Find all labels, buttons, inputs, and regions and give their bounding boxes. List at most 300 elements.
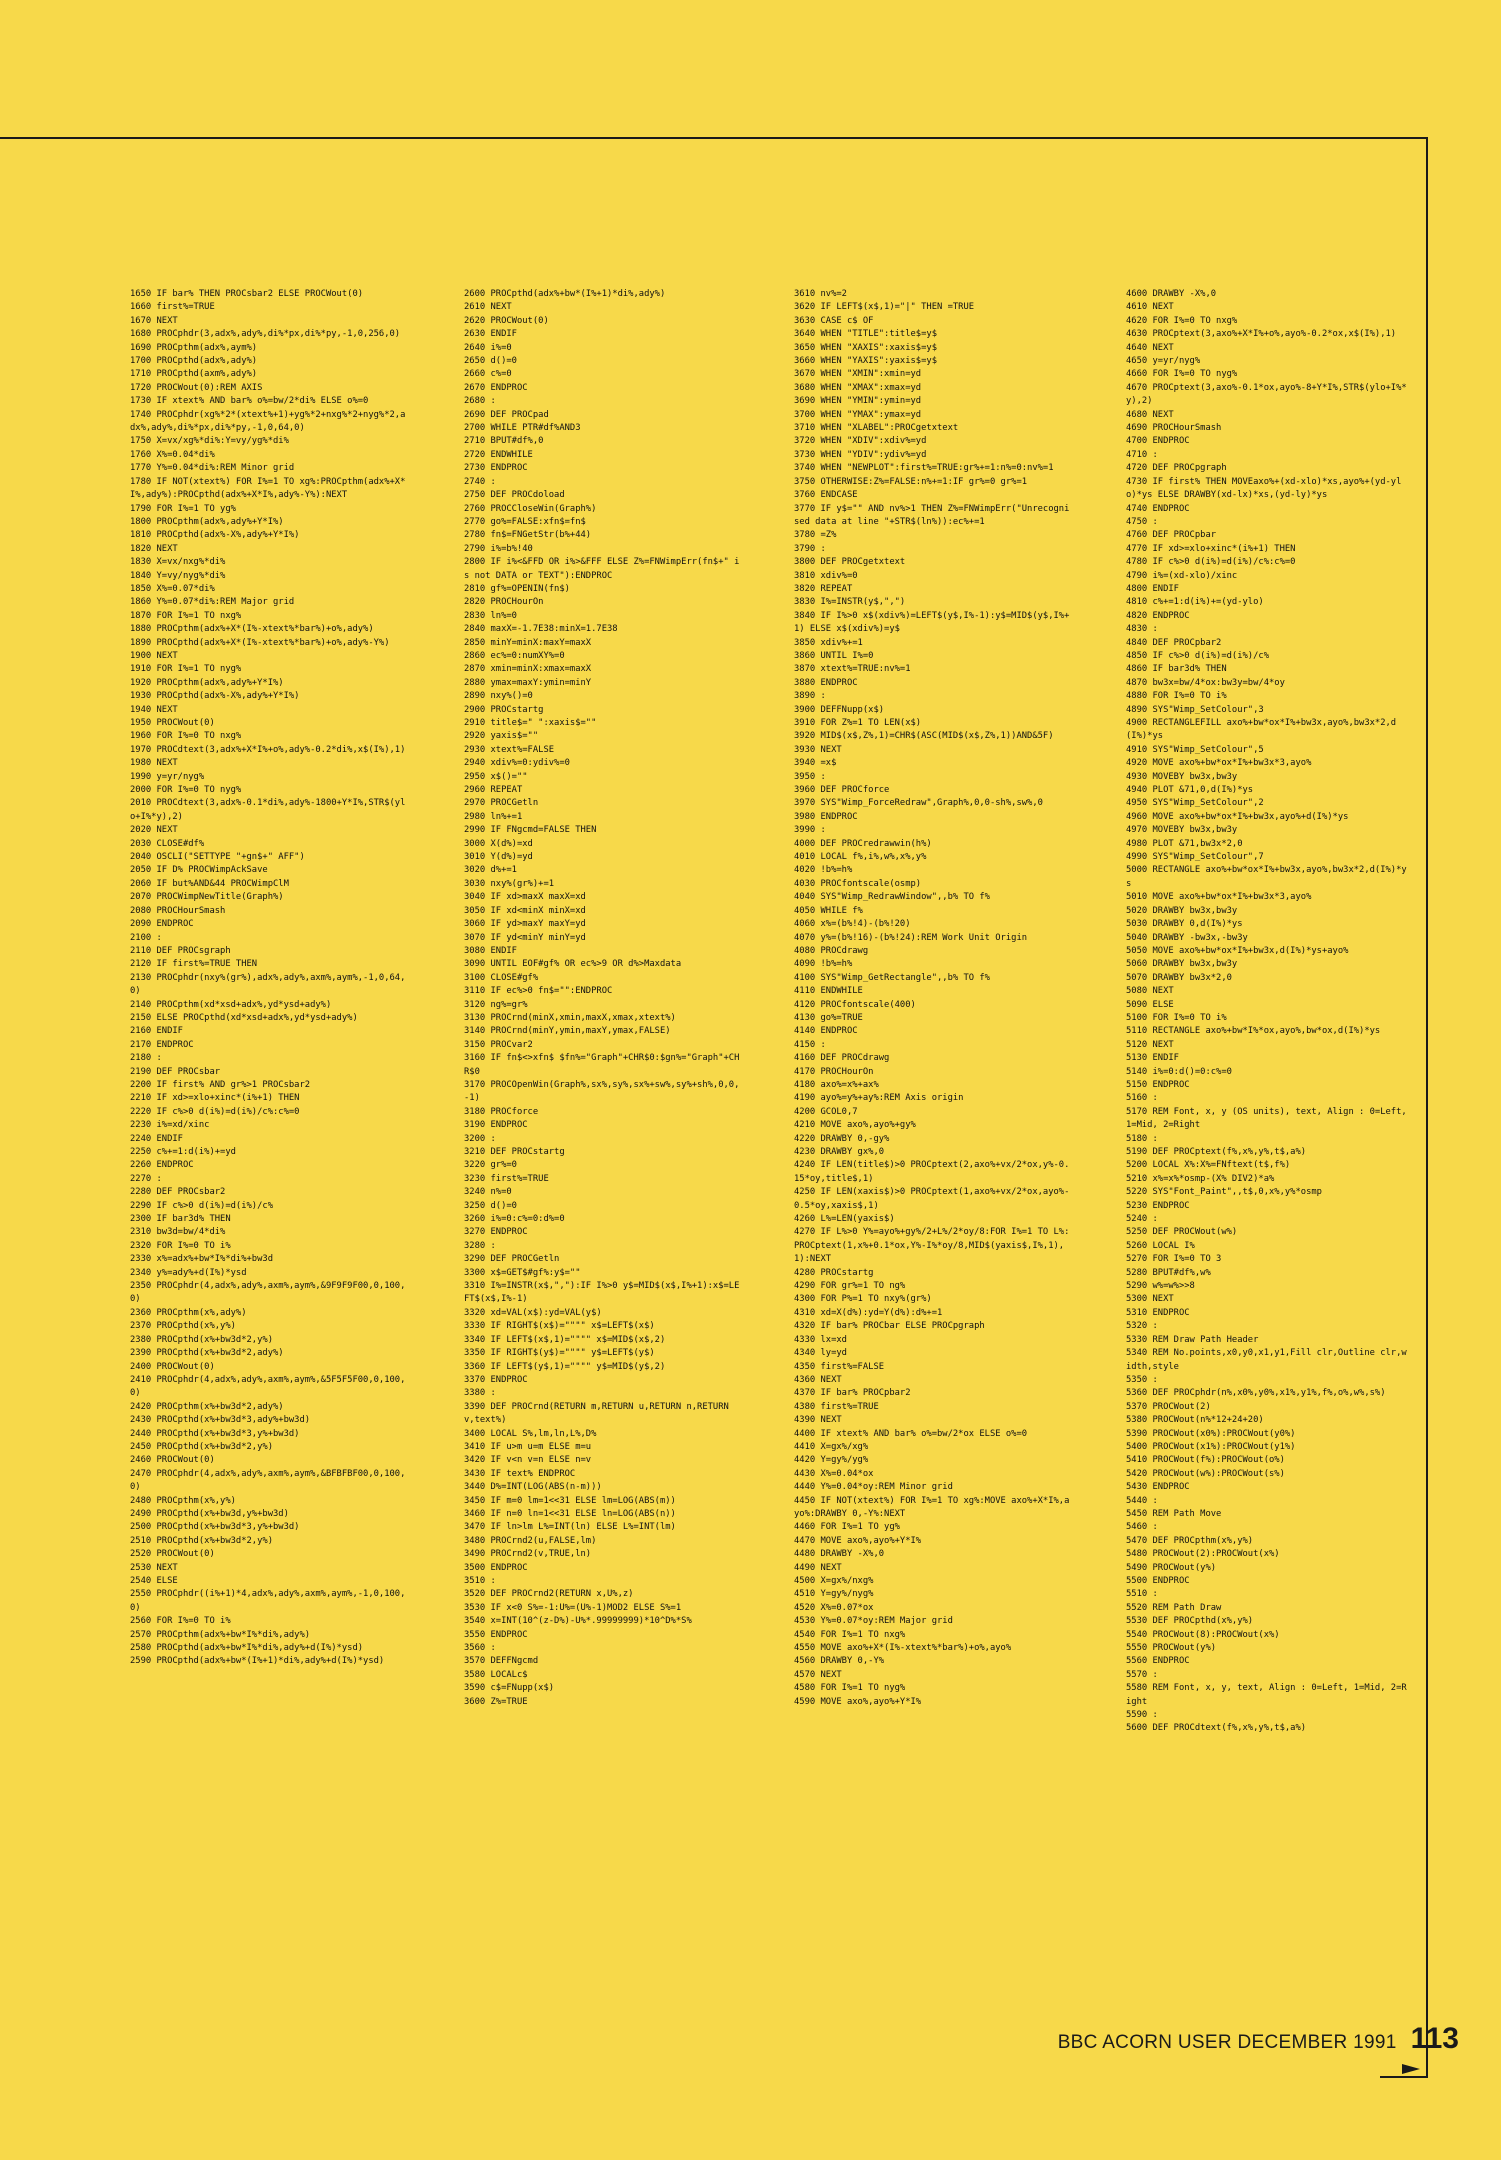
code-line: 3290 DEF PROCGetln	[464, 1254, 560, 1265]
code-line: 4060 x%=(b%!4)-(b%!20)	[794, 919, 911, 930]
code-line: 2150 ELSE PROCpthd(xd*xsd+adx%,yd*ysd+ady%)	[130, 1012, 358, 1023]
code-line: 3990 :	[794, 825, 826, 836]
code-line: 2030 CLOSE#df%	[130, 838, 205, 849]
code-line: 4200 GCOL0,7	[794, 1106, 858, 1117]
code-line: 5310 ENDPROC	[1126, 1307, 1190, 1318]
code-line: 2330 x%=adx%+bw*I%*di%+bw3d	[130, 1254, 273, 1265]
code-line: 4500 X=gx%/nxg%	[794, 1576, 874, 1586]
code-line: 1670 NEXT	[130, 315, 178, 326]
code-line: 3410 IF u>m u=m ELSE m=u	[464, 1441, 592, 1452]
code-line: 3520 DEF PROCrnd2(RETURN x,U%,z)	[464, 1589, 634, 1600]
code-line: 4210 MOVE axo%,ayo%+gy%	[794, 1120, 916, 1131]
code-line: 2240 ENDIF	[130, 1133, 183, 1144]
code-line: 3890 :	[794, 691, 826, 702]
code-line: 4690 PROCHourSmash	[1126, 423, 1222, 434]
code-line: 3090 UNTIL EOF#gf% OR ec%>9 OR d%>Maxdata	[464, 959, 682, 970]
code-line: 4100 SYS"Wimp_GetRectangle",,b% TO f%	[794, 972, 990, 983]
code-line: 4340 ly=yd	[794, 1348, 847, 1359]
code-line: 5150 ENDPROC	[1126, 1079, 1190, 1090]
code-line: 3840 IF I%>0 x$(xdiv%)=LEFT$(y$,I%-1):y$=MID$(y$,I%+1) ELSE x$(xdiv%)=y$	[794, 610, 1070, 635]
code-line: 3130 PROCrnd(minX,xmin,maxX,xmax,xtext%)	[464, 1012, 676, 1023]
code-line: 3010 Y(d%)=yd	[464, 852, 533, 863]
code-line: 4120 PROCfontscale(400)	[794, 999, 916, 1010]
code-line: 3430 IF text% ENDPROC	[464, 1468, 576, 1479]
code-line: 4270 IF L%>0 Y%=ayo%+gy%/2+L%/2*oy/8:FOR I%=1 TO L%:PROCptext(1,x%+0.1*ox,Y%-I%*oy/8,MID$(yaxis$,I%,1),1):NEXT	[794, 1227, 1070, 1265]
code-line: 5550 PROCWout(y%)	[1126, 1643, 1217, 1654]
code-line: 3920 MID$(x$,Z%,1)=CHR$(ASC(MID$(x$,Z%,1))AND&5F)	[794, 731, 1054, 742]
code-line: 1880 PROCpthm(adx%+X*(I%-xtext%*bar%)+o%,ady%)	[130, 624, 374, 635]
code-line: 4930 MOVEBY bw3x,bw3y	[1126, 771, 1238, 782]
code-line: 3110 IF ec%>0 fn$="":ENDPROC	[464, 986, 613, 997]
code-line: 1990 y=yr/nyg%	[130, 771, 205, 782]
code-line: 4310 xd=X(d%):yd=Y(d%):d%+=1	[794, 1307, 943, 1318]
code-line: 4520 X%=0.07*ox	[794, 1602, 874, 1613]
code-line: 5590 :	[1126, 1710, 1158, 1721]
code-line: 3530 IF x<0 S%=-1:U%=(U%-1)MOD2 ELSE S%=1	[464, 1602, 682, 1613]
code-line: 5330 REM Draw Path Header	[1126, 1334, 1259, 1345]
code-line: 4650 y=yr/nyg%	[1126, 356, 1201, 367]
code-line: 1820 NEXT	[130, 543, 178, 554]
code-line: 1660 first%=TRUE	[130, 302, 215, 313]
code-line: 2200 IF first% AND gr%>1 PROCsbar2	[130, 1079, 311, 1090]
code-line: 2520 PROCWout(0)	[130, 1549, 215, 1560]
code-line: 3620 IF LEFT$(x$,1)="|" THEN =TRUE	[794, 302, 975, 313]
code-line: 2170 ENDPROC	[130, 1039, 194, 1050]
code-line: 4160 DEF PROCdrawg	[794, 1053, 890, 1064]
code-line: 3880 ENDPROC	[794, 677, 858, 688]
code-line: 3460 IF n=0 ln=1<<31 ELSE ln=LOG(ABS(n))	[464, 1508, 676, 1519]
code-line: 2380 PROCpthd(x%+bw3d*2,y%)	[130, 1334, 273, 1345]
code-line: 1650 IF bar% THEN PROCsbar2 ELSE PROCWout(0)	[130, 289, 364, 299]
code-line: 4910 SYS"Wimp_SetColour",5	[1126, 744, 1264, 755]
code-line: 3910 FOR Z%=1 TO LEN(x$)	[794, 718, 922, 728]
code-line: 4470 MOVE axo%,ayo%+Y*I%	[794, 1535, 922, 1546]
code-line: 5600 DEF PROCdtext(f%,x%,y%,t$,a%)	[1126, 1723, 1307, 1734]
code-line: 5270 FOR I%=0 TO 3	[1126, 1254, 1222, 1265]
code-line: 3980 ENDPROC	[794, 811, 858, 822]
code-line: 3610 nv%=2	[794, 289, 847, 299]
code-line: 3330 IF RIGHT$(x$)="""" x$=LEFT$(x$)	[464, 1321, 655, 1332]
code-line: 2680 :	[464, 396, 496, 407]
code-line: 3270 ENDPROC	[464, 1227, 528, 1238]
code-line: 3830 I%=INSTR(y$,",")	[794, 597, 906, 608]
code-line: 4110 ENDWHILE	[794, 986, 863, 997]
code-line: 3280 :	[464, 1240, 496, 1251]
code-line: 2960 REPEAT	[464, 785, 523, 796]
code-line: 5350 :	[1126, 1374, 1158, 1385]
code-line: 4640 NEXT	[1126, 342, 1174, 353]
code-line: 5440 :	[1126, 1495, 1158, 1506]
code-line: 3730 WHEN "YDIV":ydiv%=yd	[794, 449, 927, 460]
code-line: 3850 xdiv%+=1	[794, 637, 863, 648]
code-line: 5110 RECTANGLE axo%+bw*I%*ox,ayo%,bw*ox,d(I%)*ys	[1126, 1026, 1381, 1037]
code-line: 3560 :	[464, 1643, 496, 1654]
code-line: 5230 ENDPROC	[1126, 1200, 1190, 1211]
code-line: 5100 FOR I%=0 TO i%	[1126, 1012, 1227, 1023]
code-line: 2780 fn$=FNGetStr(b%+44)	[464, 530, 592, 541]
code-line: 5570 :	[1126, 1669, 1158, 1680]
code-line: 3540 x=INT(10^(z-D%)-U%*.99999999)*10^D%*S%	[464, 1616, 692, 1627]
code-line: 2730 ENDPROC	[464, 463, 528, 474]
code-line: 1930 PROCpthd(adx%-X%,ady%+Y*I%)	[130, 691, 300, 702]
code-line: 1920 PROCpthm(adx%,ady%+Y*I%)	[130, 677, 284, 688]
code-line: 2370 PROCpthd(x%,y%)	[130, 1321, 236, 1332]
code-line: 2180 :	[130, 1053, 162, 1064]
code-line: 3810 xdiv%=0	[794, 570, 858, 581]
code-line: 5090 ELSE	[1126, 999, 1174, 1010]
code-line: 3800 DEF PROCgetxtext	[794, 557, 906, 568]
code-line: 4280 PROCstartg	[794, 1267, 874, 1278]
code-line: 3210 DEF PROCstartg	[464, 1147, 565, 1157]
code-line: 4700 ENDPROC	[1126, 436, 1190, 447]
code-line: 2860 ec%=0:numXY%=0	[464, 650, 565, 661]
code-line: 3080 ENDIF	[464, 945, 517, 956]
code-line: 4560 DRAWBY 0,-Y%	[794, 1656, 885, 1667]
code-line: 3440 D%=INT(LOG(ABS(n-m)))	[464, 1482, 602, 1493]
code-line: 2300 IF bar3d% THEN	[130, 1214, 231, 1225]
code-line: 1730 IF xtext% AND bar% o%=bw/2*di% ELSE o%=0	[130, 396, 369, 407]
code-line: 5000 RECTANGLE axo%+bw*ox*I%+bw3x,ayo%,bw3x*2,d(I%)*ys	[1126, 865, 1407, 889]
code-line: 2980 ln%+=1	[464, 811, 523, 822]
code-line: 5520 REM Path Draw	[1126, 1602, 1222, 1613]
code-line: 1690 PROCpthm(adx%,aym%)	[130, 342, 258, 353]
code-line: 2990 IF FNgcmd=FALSE THEN	[464, 825, 597, 836]
code-line: 5210 x%=x%*osmp-(X% DIV2)*a%	[1126, 1173, 1275, 1184]
code-line: 4290 FOR gr%=1 TO ng%	[794, 1281, 906, 1292]
code-line: 4400 IF xtext% AND bar% o%=bw/2*ox ELSE o%=0	[794, 1428, 1028, 1439]
code-line: 5130 ENDIF	[1126, 1053, 1179, 1064]
code-line: 3500 ENDPROC	[464, 1562, 528, 1573]
listing-column-2	[464, 288, 744, 2068]
code-line: 4920 MOVE axo%+bw*ox*I%+bw3x*3,ayo%	[1126, 758, 1312, 769]
code-line: 5480 PROCWout(2):PROCWout(x%)	[1126, 1549, 1280, 1560]
code-line: 4420 Y=gy%/yg%	[794, 1455, 869, 1466]
code-line: 3470 IF ln>lm L%=INT(ln) ELSE L%=INT(lm)	[464, 1522, 676, 1533]
code-line: 2440 PROCpthd(x%+bw3d*3,y%+bw3d)	[130, 1428, 300, 1439]
code-line: 2950 x$()=""	[464, 771, 528, 782]
code-line: 2460 PROCWout(0)	[130, 1455, 215, 1466]
code-line: 2700 WHILE PTR#df%AND3	[464, 423, 581, 434]
code-line: 3240 n%=0	[464, 1187, 512, 1198]
code-line: 5400 PROCWout(x1%):PROCWout(y1%)	[1126, 1441, 1296, 1452]
code-line: 2260 ENDPROC	[130, 1160, 194, 1171]
code-line: 4980 PLOT &71,bw3x*2,0	[1126, 838, 1243, 849]
code-line: 4760 DEF PROCpbar	[1126, 530, 1217, 541]
code-line: 3150 PROCvar2	[464, 1039, 533, 1050]
code-line: 3100 CLOSE#gf%	[464, 972, 539, 983]
code-line: 4330 lx=xd	[794, 1334, 847, 1345]
code-line: 4590 MOVE axo%,ayo%+Y*I%	[794, 1696, 922, 1707]
code-line: 2620 PROCWout(0)	[464, 315, 549, 326]
top-rule	[0, 137, 1428, 139]
code-line: 2600 PROCpthd(adx%+bw*(I%+1)*di%,ady%)	[464, 289, 666, 299]
code-line: 5250 DEF PROCWout(w%)	[1126, 1227, 1238, 1238]
code-line: 3220 gr%=0	[464, 1160, 517, 1171]
code-line: 5260 LOCAL I%	[1126, 1240, 1195, 1251]
code-line: 5380 PROCWout(n%*12+24+20)	[1126, 1415, 1264, 1426]
code-line: 3700 WHEN "YMAX":ymax=yd	[794, 409, 922, 420]
code-line: 3590 c$=FNupp(x$)	[464, 1683, 555, 1694]
code-line: 4350 first%=FALSE	[794, 1361, 885, 1372]
code-line: 5010 MOVE axo%+bw*ox*I%+bw3x*3,ayo%	[1126, 892, 1312, 903]
listing-column-3	[794, 288, 1072, 2068]
code-line: 5140 i%=0:d()=0:c%=0	[1126, 1066, 1232, 1077]
code-line: 4540 FOR I%=1 TO nxg%	[794, 1629, 906, 1640]
code-line: 2750 DEF PROCdoload	[464, 490, 565, 501]
code-line: 1760 X%=0.04*di%	[130, 449, 215, 460]
code-line: 3900 DEFFNupp(x$)	[794, 704, 885, 715]
code-line: 2050 IF D% PROCWimpAckSave	[130, 865, 268, 876]
code-line: 2570 PROCpthm(adx%+bw*I%*di%,ady%)	[130, 1629, 311, 1640]
code-line: 5280 BPUT#df%,w%	[1126, 1267, 1211, 1278]
code-line: 5390 PROCWout(x0%):PROCWout(y0%)	[1126, 1428, 1296, 1439]
code-line: 3120 ng%=gr%	[464, 999, 528, 1010]
code-line: 3310 I%=INSTR(x$,","):IF I%>0 y$=MID$(x$,I%+1):x$=LEFT$(x$,I%-1)	[464, 1281, 740, 1305]
code-line: 2850 minY=minX:maxY=maxX	[464, 637, 592, 648]
code-line: 2340 y%=ady%+d(I%)*ysd	[130, 1267, 247, 1278]
code-line: 3350 IF RIGHT$(y$)="""" y$=LEFT$(y$)	[464, 1348, 655, 1359]
code-line: 1960 FOR I%=0 TO nxg%	[130, 731, 242, 742]
code-line: 3000 X(d%)=xd	[464, 838, 533, 849]
code-line: 2390 PROCpthd(x%+bw3d*2,ady%)	[130, 1348, 284, 1359]
code-line: 4360 NEXT	[794, 1374, 842, 1385]
code-line: 2060 IF but%AND&44 PROCWimpClM	[130, 878, 289, 889]
code-line: 4430 X%=0.04*ox	[794, 1468, 874, 1479]
code-line: 5470 DEF PROCpthm(x%,y%)	[1126, 1535, 1254, 1546]
code-line: 2720 ENDWHILE	[464, 449, 533, 460]
code-line: 2900 PROCstartg	[464, 704, 544, 715]
listing-column-1	[130, 288, 408, 2068]
code-line: 3780 =Z%	[794, 530, 837, 541]
code-line: 2480 PROCpthm(x%,y%)	[130, 1495, 236, 1506]
code-line: 4600 DRAWBY -X%,0	[1126, 289, 1217, 299]
code-line: 3750 OTHERWISE:Z%=FALSE:n%+=1:IF gr%=0 gr%=1	[794, 476, 1028, 487]
code-line: 4550 MOVE axo%+X*(I%-xtext%*bar%)+o%,ayo%	[794, 1643, 1012, 1654]
code-line: 1830 X=vx/nxg%*di%	[130, 557, 226, 568]
code-line: 3670 WHEN "XMIN":xmin=yd	[794, 369, 922, 380]
code-line: 2350 PROCphdr(4,adx%,ady%,axm%,aym%,&9F9F9F00,0,100,0)	[130, 1281, 406, 1305]
code-line: 2820 PROCHourOn	[464, 597, 544, 608]
code-line: 4220 DRAWBY 0,-gy%	[794, 1133, 890, 1144]
code-line: 3070 IF yd<minY minY=yd	[464, 932, 586, 943]
code-line: 3740 WHEN "NEWPLOT":first%=TRUE:gr%+=1:n%=0:nv%=1	[794, 463, 1054, 474]
code-line: 5430 ENDPROC	[1126, 1482, 1190, 1493]
code-line: 3140 PROCrnd(minY,ymin,maxY,ymax,FALSE)	[464, 1026, 671, 1037]
code-line: 1890 PROCpthd(adx%+X*(I%-xtext%*bar%)+o%,ady%-Y%)	[130, 637, 390, 648]
code-line: 1800 PROCpthm(adx%,ady%+Y*I%)	[130, 516, 284, 527]
code-line: 4260 L%=LEN(yaxis$)	[794, 1214, 895, 1225]
code-line: 3390 DEF PROCrnd(RETURN m,RETURN u,RETURN n,RETURN v,text%)	[464, 1401, 735, 1426]
code-line: 4740 ENDPROC	[1126, 503, 1190, 514]
code-line: 2510 PROCpthd(x%+bw3d*2,y%)	[130, 1535, 273, 1546]
code-line: 1860 Y%=0.07*di%:REM Major grid	[130, 597, 295, 608]
code-line: 4850 IF c%>0 d(i%)=d(i%)/c%	[1126, 650, 1269, 661]
code-line: 2690 DEF PROCpad	[464, 409, 549, 420]
code-line: 4380 first%=TRUE	[794, 1401, 879, 1412]
code-line: 1790 FOR I%=1 TO yg%	[130, 503, 236, 514]
code-line: 4130 go%=TRUE	[794, 1012, 863, 1023]
code-line: 1740 PROCphdr(xg%*2*(xtext%+1)+yg%*2+nxg%*2+nyg%*2,adx%,ady%,di%*px,di%*py,-1,0,64,0)	[130, 409, 406, 434]
code-line: 1770 Y%=0.04*di%:REM Minor grid	[130, 463, 295, 474]
code-line: 4440 Y%=0.04*oy:REM Minor grid	[794, 1482, 953, 1493]
code-line: 4610 NEXT	[1126, 302, 1174, 313]
code-line: 4570 NEXT	[794, 1669, 842, 1680]
code-line: 3630 CASE c$ OF	[794, 315, 874, 326]
code-line: 2160 ENDIF	[130, 1026, 183, 1037]
code-line: 3300 x$=GET$#gf%:y$=""	[464, 1267, 581, 1278]
code-line: 4670 PROCptext(3,axo%-0.1*ox,ayo%-8+Y*I%,STR$(ylo+I%*y),2)	[1126, 382, 1407, 407]
code-line: 2650 d()=0	[464, 356, 517, 367]
code-line: 4170 PROCHourOn	[794, 1066, 874, 1077]
code-line: 1810 PROCpthd(adx%-X%,ady%+Y*I%)	[130, 530, 300, 541]
code-line: 5360 DEF PROCphdr(n%,x0%,y0%,x1%,y1%,f%,o%,w%,s%)	[1126, 1388, 1386, 1399]
code-line: 4040 SYS"Wimp_RedrawWindow",,b% TO f%	[794, 892, 990, 903]
code-line: 4300 FOR P%=1 TO nxy%(gr%)	[794, 1294, 932, 1305]
code-line: 3570 DEFFNgcmd	[464, 1656, 539, 1667]
code-line: 2010 PROCdtext(3,adx%-0.1*di%,ady%-1800+Y*I%,STR$(ylo+I%*y),2)	[130, 798, 406, 822]
code-line: 2830 ln%=0	[464, 610, 517, 621]
code-line: 4820 ENDPROC	[1126, 610, 1190, 621]
code-line: 3380 :	[464, 1388, 496, 1399]
code-line: 4880 FOR I%=0 TO i%	[1126, 691, 1227, 702]
code-line: 2940 xdiv%=0:ydiv%=0	[464, 758, 570, 769]
code-line: 2560 FOR I%=0 TO i%	[130, 1616, 231, 1627]
code-line: 4020 !b%=h%	[794, 865, 853, 876]
code-line: 2890 nxy%()=0	[464, 691, 533, 702]
code-line: 1940 NEXT	[130, 704, 178, 715]
code-line: 4970 MOVEBY bw3x,bw3y	[1126, 825, 1238, 836]
code-line: 5490 PROCWout(y%)	[1126, 1562, 1217, 1573]
code-line: 2930 xtext%=FALSE	[464, 744, 555, 755]
code-line: 2550 PROCphdr((i%+1)*4,adx%,ady%,axm%,aym%,-1,0,100,0)	[130, 1589, 406, 1613]
code-line: 1750 X=vx/xg%*di%:Y=vy/yg%*di%	[130, 436, 289, 447]
code-line: 1900 NEXT	[130, 650, 178, 661]
code-line: 4530 Y%=0.07*oy:REM Major grid	[794, 1616, 953, 1627]
code-line: 4960 MOVE axo%+bw*ox*I%+bw3x,ayo%+d(I%)*ys	[1126, 811, 1349, 822]
code-line: 5530 DEF PROCpthd(x%,y%)	[1126, 1616, 1254, 1627]
code-line: 2100 :	[130, 932, 162, 943]
code-line: 1970 PROCdtext(3,adx%+X*I%+o%,ady%-0.2*di%,x$(I%),1)	[130, 744, 406, 755]
code-line: 2670 ENDPROC	[464, 382, 528, 393]
code-line: 4890 SYS"Wimp_SetColour",3	[1126, 704, 1264, 715]
code-line: 3480 PROCrnd2(u,FALSE,lm)	[464, 1535, 597, 1546]
code-line: 5340 REM No.points,x0,y0,x1,y1,Fill clr,Outline clr,width,style	[1126, 1348, 1407, 1372]
code-line: 4320 IF bar% PROCbar ELSE PROCpgraph	[794, 1321, 985, 1332]
code-line: 3340 IF LEFT$(x$,1)="""" x$=MID$(x$,2)	[464, 1334, 666, 1345]
listing-column-4	[1126, 288, 1412, 2068]
code-line: 3690 WHEN "YMIN":ymin=yd	[794, 396, 922, 407]
code-line: 5370 PROCWout(2)	[1126, 1401, 1211, 1412]
code-line: 5060 DRAWBY bw3x,bw3y	[1126, 959, 1238, 970]
code-line: 2880 ymax=maxY:ymin=minY	[464, 677, 592, 688]
code-line: 3050 IF xd<minX minX=xd	[464, 905, 586, 916]
code-line: 4410 X=gx%/xg%	[794, 1441, 869, 1452]
code-line: 2270 :	[130, 1173, 162, 1184]
code-line: 4810 c%+=1:d(i%)+=(yd-ylo)	[1126, 597, 1264, 608]
code-line: 2120 IF first%=TRUE THEN	[130, 959, 258, 970]
code-line: 3040 IF xd>maxX maxX=xd	[464, 892, 586, 903]
code-line: 3160 IF fn$<>xfn$ $fn%="Graph"+CHR$0:$gn%="Graph"+CHR$0	[464, 1053, 740, 1077]
code-line: 2080 PROCHourSmash	[130, 905, 226, 916]
code-line: 1700 PROCpthd(adx%,ady%)	[130, 356, 258, 367]
code-line: 2450 PROCpthd(x%+bw3d*2,y%)	[130, 1441, 273, 1452]
code-line: 5120 NEXT	[1126, 1039, 1174, 1050]
code-line: 2760 PROCCloseWin(Graph%)	[464, 503, 597, 514]
code-line: 5050 MOVE axo%+bw*ox*I%+bw3x,d(I%)*ys+ayo%	[1126, 945, 1349, 956]
code-line: 5070 DRAWBY bw3x*2,0	[1126, 972, 1232, 983]
code-line: 2640 i%=0	[464, 342, 512, 353]
code-line: 3200 :	[464, 1133, 496, 1144]
right-rule	[1426, 137, 1428, 2077]
code-line: 3940 =x$	[794, 758, 837, 769]
code-line: 3710 WHEN "XLABEL":PROCgetxtext	[794, 423, 959, 434]
code-line: 2020 NEXT	[130, 825, 178, 836]
code-line: 1910 FOR I%=1 TO nyg%	[130, 664, 242, 675]
code-line: 5460 :	[1126, 1522, 1158, 1533]
code-line: 3250 d()=0	[464, 1200, 517, 1211]
code-line: 5190 DEF PROCptext(f%,x%,y%,t$,a%)	[1126, 1147, 1307, 1157]
code-line: 2710 BPUT#df%,0	[464, 436, 544, 447]
code-line: 2920 yaxis$=""	[464, 731, 539, 742]
code-line: 3490 PROCrnd2(v,TRUE,ln)	[464, 1549, 592, 1560]
code-line: 4370 IF bar% PROCpbar2	[794, 1388, 911, 1399]
magazine-issue: BBC ACORN USER DECEMBER 1991	[1057, 2032, 1397, 2053]
code-line: 2740 :	[464, 476, 496, 487]
code-line: 4770 IF xd>=xlo+xinc*(i%+1) THEN	[1126, 543, 1296, 554]
code-line: 3510 :	[464, 1576, 496, 1586]
page-footer	[1058, 2022, 1459, 2062]
code-line: 2540 ELSE	[130, 1576, 178, 1586]
code-line: 4680 NEXT	[1126, 409, 1174, 420]
code-line: 1720 PROCWout(0):REM AXIS	[130, 382, 263, 393]
code-line: 2360 PROCpthm(x%,ady%)	[130, 1307, 247, 1318]
code-line: 4800 ENDIF	[1126, 583, 1179, 594]
code-line: 5240 :	[1126, 1214, 1158, 1225]
code-line: 5020 DRAWBY bw3x,bw3y	[1126, 905, 1238, 916]
code-line: 5420 PROCWout(w%):PROCWout(s%)	[1126, 1468, 1285, 1479]
code-line: 5040 DRAWBY -bw3x,-bw3y	[1126, 932, 1248, 943]
code-line: 4480 DRAWBY -X%,0	[794, 1549, 885, 1560]
code-line: 4090 !b%=h%	[794, 959, 853, 970]
code-line: 4180 axo%=x%+ax%	[794, 1079, 879, 1090]
code-line: 4450 IF NOT(xtext%) FOR I%=1 TO xg%:MOVE axo%+X*I%,ayo%:DRAWBY 0,-Y%:NEXT	[794, 1495, 1070, 1519]
code-line: 1680 PROCphdr(3,adx%,ady%,di%*px,di%*py,-1,0,256,0)	[130, 329, 401, 340]
code-line: 2280 DEF PROCsbar2	[130, 1187, 226, 1198]
code-line: 4720 DEF PROCpgraph	[1126, 463, 1227, 474]
code-line: 3320 xd=VAL(x$):yd=VAL(y$)	[464, 1307, 602, 1318]
code-line: 2800 IF i%<&FFD OR i%>&FFF ELSE Z%=FNWimpErr(fn$+" is not DATA or TEXT"):ENDPROC	[464, 557, 740, 581]
code-line: 5030 DRAWBY 0,d(I%)*ys	[1126, 919, 1243, 930]
continue-arrow-icon	[1402, 2064, 1420, 2074]
code-line: 2580 PROCpthd(adx%+bw*I%*di%,ady%+d(I%)*ysd)	[130, 1643, 364, 1654]
code-line: 3170 PROCOpenWin(Graph%,sx%,sy%,sx%+sw%,sy%+sh%,0,0,-1)	[464, 1079, 740, 1104]
code-line: 3870 xtext%=TRUE:nv%=1	[794, 664, 911, 675]
code-line: 5410 PROCWout(f%):PROCWout(o%)	[1126, 1455, 1285, 1466]
code-line: 3230 first%=TRUE	[464, 1173, 549, 1184]
code-line: 2320 FOR I%=0 TO i%	[130, 1240, 231, 1251]
code-line: 4230 DRAWBY gx%,0	[794, 1147, 885, 1157]
code-line: 4460 FOR I%=1 TO yg%	[794, 1522, 900, 1533]
code-line: 4950 SYS"Wimp_SetColour",2	[1126, 798, 1264, 809]
code-line: 2500 PROCpthd(x%+bw3d*3,y%+bw3d)	[130, 1522, 300, 1533]
code-line: 5220 SYS"Font_Paint",,t$,0,x%,y%*osmp	[1126, 1187, 1322, 1198]
code-line: 5450 REM Path Move	[1126, 1508, 1222, 1519]
code-line: 3370 ENDPROC	[464, 1374, 528, 1385]
code-line: 5580 REM Font, x, y, text, Align : 0=Left, 1=Mid, 2=Right	[1126, 1683, 1407, 1707]
code-line: 4630 PROCptext(3,axo%+X*I%+o%,ayo%-0.2*ox,x$(I%),1)	[1126, 329, 1397, 340]
code-line: 2630 ENDIF	[464, 329, 517, 340]
code-line: 4000 DEF PROCredrawwin(h%)	[794, 838, 932, 849]
